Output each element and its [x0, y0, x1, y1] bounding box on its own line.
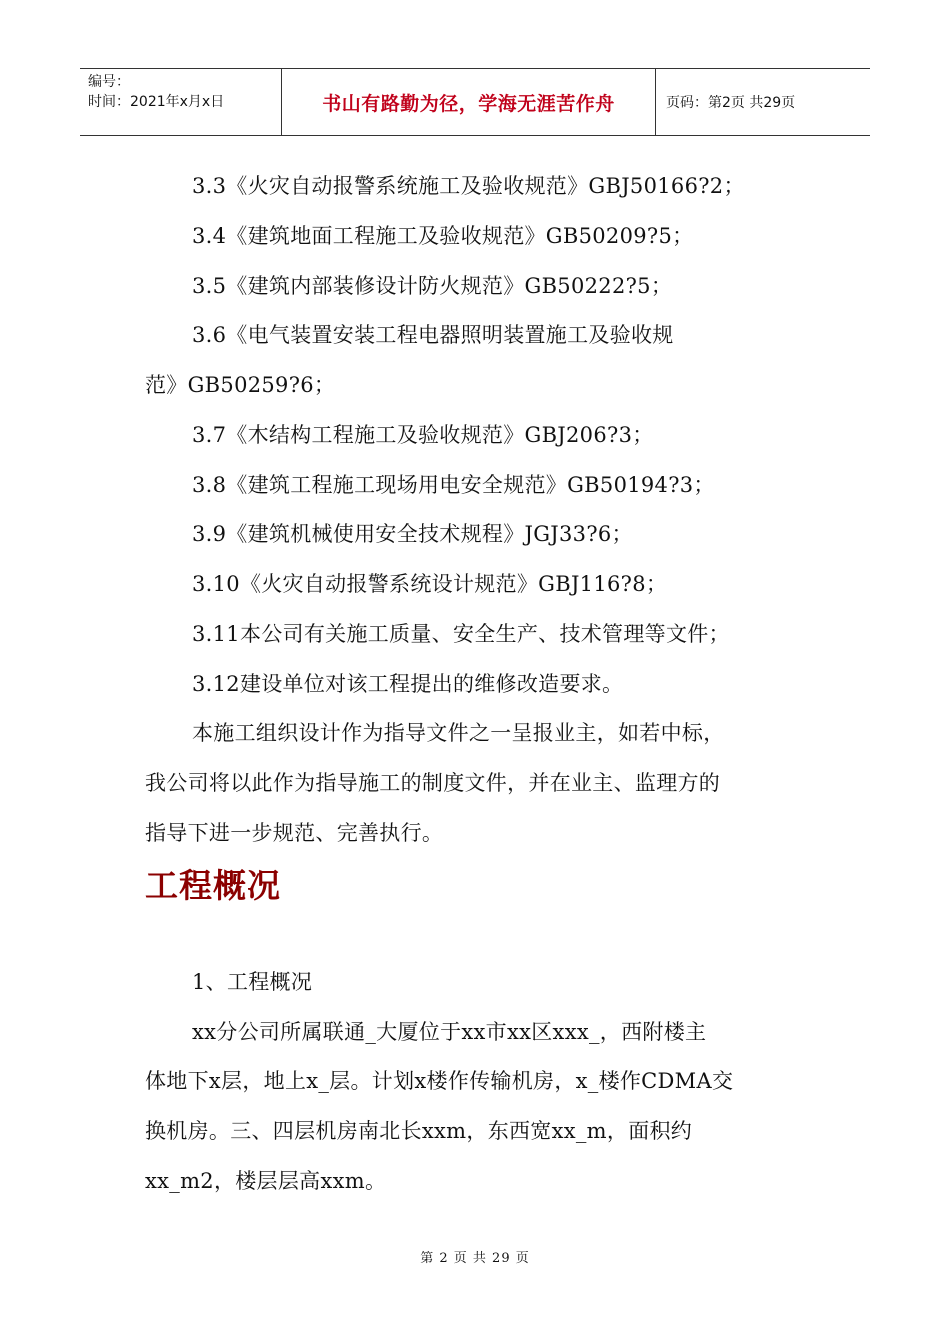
body-line: 我公司将以此作为指导施工的制度文件，并在业主、监理方的 — [145, 771, 721, 795]
header-motto: 书山有路勤为径，学海无涯苦作舟 — [322, 92, 615, 115]
body-line: 3.11本公司有关施工质量、安全生产、技术管理等文件； — [192, 622, 730, 646]
body-line: 本施工组织设计作为指导文件之一呈报业主，如若中标， — [192, 721, 725, 745]
body-line: 3.3《火灾自动报警系统施工及验收规范》GBJ50166?2； — [192, 174, 745, 198]
document-number-label: 编号： — [88, 74, 130, 90]
body-line: 范》GB50259?6； — [145, 373, 336, 397]
header-motto-cell — [282, 69, 656, 135]
body-line: 3.12建设单位对该工程提出的维修改造要求。 — [192, 672, 624, 696]
body-line: 3.9《建筑机械使用安全技术规程》JGJ33?6； — [192, 522, 633, 546]
body-line: 3.4《建筑地面工程施工及验收规范》GB50209?5； — [192, 224, 694, 248]
document-date: 时间：2021年x月x日 — [88, 94, 225, 110]
body-line: 3.6《电气装置安装工程电器照明装置施工及验收规 — [192, 323, 674, 347]
section-line: xx_m2，楼层层高xxm。 — [145, 1169, 387, 1193]
body-line: 3.10《火灾自动报警系统设计规范》GBJ116?8； — [192, 572, 668, 596]
header-page-info: 页码：第2页 共29页 — [666, 95, 796, 111]
section-line: 换机房。三、四层机房南北长xxm，东西宽xx_m，面积约 — [145, 1119, 693, 1143]
body-line: 3.8《建筑工程施工现场用电安全规范》GB50194?3； — [192, 473, 715, 497]
section-subheading: 1、工程概况 — [192, 970, 313, 994]
section-heading: 工程概况 — [145, 866, 281, 905]
body-line: 3.5《建筑内部装修设计防火规范》GB50222?5； — [192, 274, 673, 298]
page-footer: 第 2 页 共 29 页 — [420, 1251, 530, 1266]
body-line: 3.7《木结构工程施工及验收规范》GBJ206?3； — [192, 423, 654, 447]
section-line: xx分公司所属联通_大厦位于xx市xx区xxx_，西附楼主 — [192, 1020, 707, 1044]
page-header — [80, 68, 870, 136]
section-line: 体地下x层，地上x_层。计划x楼作传输机房，x_楼作CDMA交 — [145, 1069, 734, 1093]
body-line: 指导下进一步规范、完善执行。 — [145, 821, 444, 845]
header-page-cell — [656, 69, 870, 135]
header-meta-cell — [80, 69, 282, 135]
